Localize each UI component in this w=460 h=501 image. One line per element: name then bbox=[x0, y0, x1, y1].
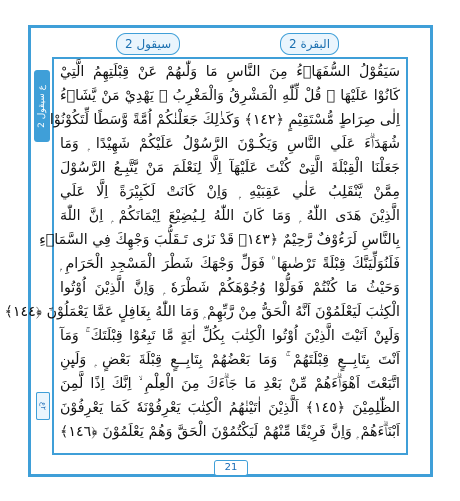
text-line: وَلَىِٕنْ اَتَيْتَ الَّذِيْنَ اُوْتُوا الْكِتٰبَ بِكُلِّ اٰيَةٍ مَّا تَبِعُوْا قِبْلَتَكَ ۚ وَمَآ bbox=[60, 328, 400, 344]
page-header bbox=[48, 33, 408, 55]
ruku-marker bbox=[36, 392, 50, 420]
ruku-marker-label: ٢ع bbox=[39, 402, 47, 410]
text-line: اَبْنَاۗءَھُمْ ۭ وَاِنَّ فَرِيْقًا مِّنْهُمْ لَيَكْتُمُوْنَ الْحَقَّ وَھُمْ يَعْلَمُوْنَ ﴿١٤٦﴾ bbox=[60, 424, 400, 440]
page-number: 21 bbox=[214, 460, 248, 476]
juz-side-tab-label: ع سيقول 2 bbox=[37, 84, 47, 128]
text-line: الْكِتٰبَ لَيَعْلَمُوْنَ اَنَّهُ الْحَقُّ مِنْ رَّبِّهِمْ ۭ وَمَا اللّٰهُ بِغَافِلٍ عَمَّا يَعْمَلُوْنَ ﴿١٤٤﴾ bbox=[4, 304, 400, 320]
surah-label: البقرة 2 bbox=[280, 33, 339, 55]
text-line: كَانُوْا عَلَيْهَا ۭ قُلْ لِّلّٰهِ الْمَشْرِقُ وَالْمَغْرِبُ ۭ يَهْدِيْ مَنْ يَّشَاۗءُ bbox=[60, 88, 400, 104]
text-line: بِالنَّاسِ لَرَءُوْفٌ رَّحِيْمٌ ﴿١٤٣﴾ قَدْ نَرٰى تَـقَلُّبَ وَجْهِكَ فِي السَّمَاۗءِ bbox=[39, 232, 400, 248]
text-line: شُهَدَاۗءَ عَلَي النَّاسِ وَيَكُـوْنَ الرَّسُوْلُ عَلَيْكُمْ شَهِيْدًا ۭ وَمَا bbox=[60, 136, 400, 152]
text-line: الَّذِيْنَ ھَدَى اللّٰهُ ۭ وَمَا كَانَ اللّٰهُ لِـيُضِيْعَ اِيْمَانَكُمْ ۭ اِنَّ اللّٰهَ bbox=[60, 208, 400, 224]
text-line: فَلَنُوَلِّيَنَّكَ قِبْلَةً تَرْضٰىھَا ۠ فَوَلِّ وَجْهَكَ شَطْرَ الْمَسْجِدِ الْحَرَامِ ۭ bbox=[60, 256, 400, 272]
text-line: وَحَيْثُ مَا كُنْتُمْ فَوَلُّوْا وُجُوْھَكُمْ شَطْرَهٗ ۭ وَاِنَّ الَّذِيْنَ اُوْتُوا bbox=[60, 280, 400, 296]
juz-side-tab bbox=[34, 70, 50, 142]
text-line: اِلٰى صِرَاطٍ مُّسْتَقِيْمٍ ﴿١٤٢﴾ وَكَذٰلِكَ جَعَلْنٰكُمْ اُمَّةً وَّسَطًا لِّتَكُوْنُوْا bbox=[49, 112, 400, 128]
text-line: الظّٰلِمِيْنَ ﴿١٤٥﴾ اَلَّذِيْنَ اٰتَيْنٰھُمُ الْكِتٰبَ يَعْرِفُوْنَهٗ كَمَا يَعْرِفُوْنَ bbox=[60, 400, 400, 416]
text-line: سَيَقُوْلُ السُّفَهَاۗءُ مِنَ النَّاسِ مَا وَلّٰىهُمْ عَنْ قِبْلَتِهِمُ الَّتِيْ bbox=[60, 64, 400, 80]
text-line: مِمَّنْ يَّنْقَلِبُ عَلٰي عَقِبَيْهِ ۭ وَاِنْ كَانَتْ لَكَبِيْرَةً اِلَّا عَلَي bbox=[60, 184, 400, 200]
text-line: اتَّبَعْتَ اَھْوَاۗءَھُمْ مِّنْ بَعْدِ مَا جَاۗءَكَ مِنَ الْعِلْمِ ۙ اِنَّكَ اِذًا لَّمِنَ bbox=[60, 376, 400, 392]
text-line: جَعَلْنَا الْقِبْلَةَ الَّتِىْ كُنْتَ عَلَيْهَآ اِلَّا لِنَعْلَمَ مَنْ يَّتَّبِـعُ الرَّسُوْلَ bbox=[60, 160, 400, 176]
juz-label: سيقول 2 bbox=[116, 33, 180, 55]
text-line: اَنْتَ بِتَابِــعٍ قِبْلَتَهُمْ ۚ وَمَا بَعْضُهُمْ بِتَابِــعٍ قِبْلَةَ بَعْضٍ ۭ وَلَىِٕنِ bbox=[60, 352, 400, 368]
